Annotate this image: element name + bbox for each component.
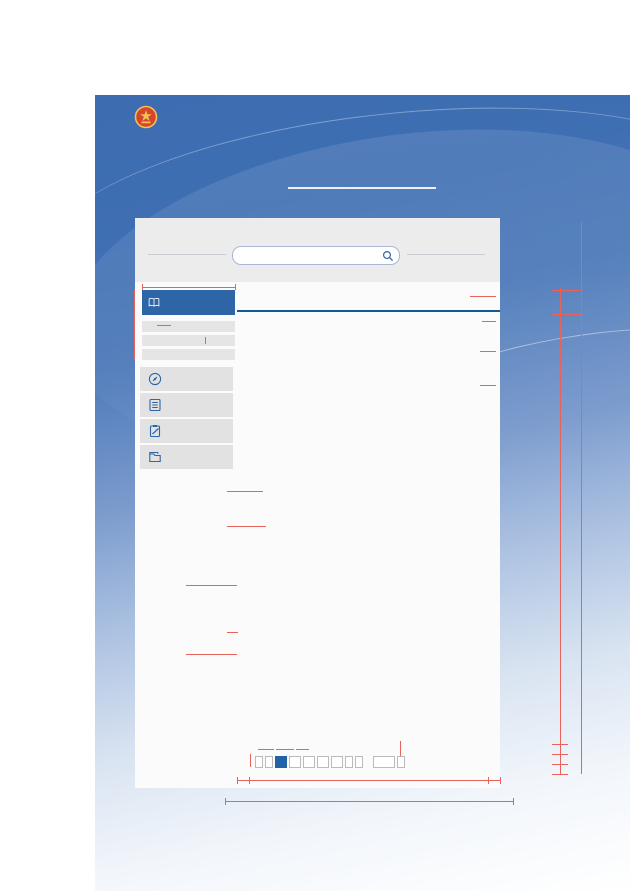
page-button-4[interactable]	[317, 756, 329, 768]
confirm-button[interactable]	[397, 756, 405, 768]
header-divider-line	[237, 310, 500, 312]
national-emblem-icon	[134, 104, 158, 130]
annotation-line	[227, 491, 263, 492]
last-page-button[interactable]	[355, 756, 363, 768]
dim-line	[258, 749, 274, 750]
annotation-line	[227, 526, 266, 527]
sidebar-item-guide[interactable]	[140, 367, 233, 391]
page-button-1[interactable]	[275, 756, 287, 768]
clipboard-icon	[148, 424, 162, 438]
book-icon	[148, 297, 160, 308]
dim-tick	[552, 774, 568, 775]
annotation-line	[157, 325, 171, 326]
document-icon	[148, 398, 162, 412]
content-panel	[135, 218, 500, 788]
page-button-5[interactable]	[331, 756, 343, 768]
banner-underline	[288, 187, 436, 189]
dim-tick	[552, 290, 581, 291]
first-page-button[interactable]	[255, 756, 263, 768]
dim-tick	[513, 798, 514, 805]
dim-line	[237, 780, 500, 781]
dim-tick	[552, 314, 581, 315]
annotation-line	[186, 585, 237, 586]
dim-line	[250, 754, 251, 767]
sidebar-item-guizhang[interactable]	[142, 321, 235, 332]
dim-tick	[500, 777, 501, 784]
sidebar-item-annual-report[interactable]	[140, 445, 233, 469]
folder-icon	[148, 450, 162, 464]
annotation-line	[227, 632, 238, 633]
dim-tick	[552, 754, 568, 755]
dim-line	[134, 290, 135, 360]
dim-tick	[552, 744, 568, 745]
sidebar-item-xingzheng[interactable]	[142, 335, 235, 346]
pagination	[255, 756, 405, 768]
sidebar-item-legal-content[interactable]	[140, 419, 233, 443]
dim-line	[142, 287, 235, 288]
sidebar-item-qita[interactable]	[142, 349, 235, 360]
annotation-line	[480, 385, 496, 386]
dim-tick	[235, 284, 236, 290]
search-icon[interactable]	[382, 250, 394, 262]
dim-tick	[225, 798, 226, 805]
divider	[148, 254, 226, 255]
annotation-line	[482, 321, 496, 322]
search-input[interactable]	[232, 246, 400, 265]
sidebar-item-system[interactable]	[140, 393, 233, 417]
dim-tick	[488, 777, 489, 784]
annotation-line	[186, 654, 237, 655]
dim-line	[296, 749, 309, 750]
page-button-2[interactable]	[289, 756, 301, 768]
prev-page-button[interactable]	[265, 756, 273, 768]
dim-tick	[552, 764, 568, 765]
dim-line	[276, 749, 294, 750]
dim-tick	[249, 777, 250, 784]
annotation-line	[205, 337, 206, 344]
annotation-line	[480, 351, 496, 352]
dim-tick	[142, 284, 143, 290]
annotation-line	[470, 296, 496, 297]
next-page-button[interactable]	[345, 756, 353, 768]
search-section	[135, 218, 500, 282]
annotation-line	[400, 741, 401, 756]
dim-line-1309	[560, 288, 561, 774]
dim-line-1479	[581, 222, 582, 774]
compass-icon	[148, 372, 162, 386]
divider	[407, 254, 485, 255]
dim-line	[225, 801, 513, 802]
dim-tick	[237, 777, 238, 784]
sidebar-policy-header[interactable]	[142, 290, 235, 315]
page-button-3[interactable]	[303, 756, 315, 768]
jump-page-input[interactable]	[373, 756, 395, 768]
